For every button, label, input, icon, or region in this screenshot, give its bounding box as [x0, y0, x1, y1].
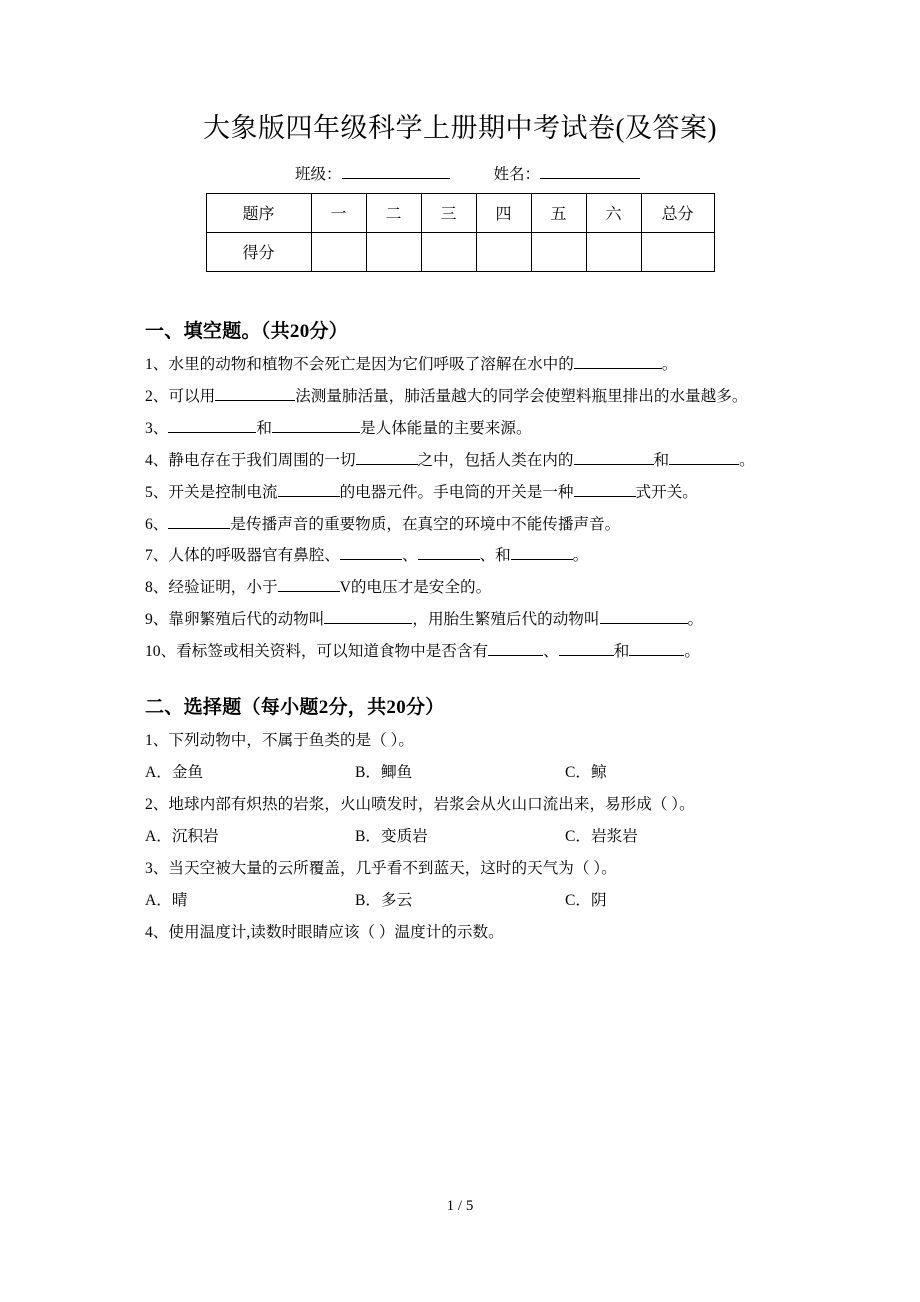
row-header-question-order: 题序: [206, 193, 311, 232]
question-text: 和: [613, 643, 630, 661]
question-2-2: [145, 789, 775, 821]
question-1-7: [145, 540, 775, 572]
score-cell-total[interactable]: [641, 232, 714, 271]
question-text: 水里的动物和植物不会死亡是因为它们呼吸了溶解在水中的: [168, 355, 574, 373]
question-text: 可以用: [168, 387, 216, 405]
page-indicator: 1 / 5: [446, 1198, 474, 1214]
score-cell-4[interactable]: [476, 232, 531, 271]
answer-blank[interactable]: [168, 512, 230, 529]
question-1-9: [145, 604, 775, 636]
question-text: ，用胎生繁殖后代的动物叫: [412, 611, 600, 629]
answer-blank[interactable]: [629, 640, 684, 657]
option-a[interactable]: A．金鱼: [145, 764, 204, 782]
question-number: 1、: [145, 732, 169, 750]
table-row: [206, 193, 714, 232]
answer-blank[interactable]: [356, 448, 418, 465]
question-text: 。: [661, 355, 678, 373]
question-text: 。: [687, 611, 704, 629]
option-c[interactable]: C．阴: [565, 892, 607, 910]
choice-row-2-3: [145, 885, 775, 917]
question-text: 。: [684, 643, 700, 661]
answer-blank[interactable]: [669, 448, 739, 465]
question-1-2: [145, 381, 775, 413]
answer-blank[interactable]: [340, 544, 402, 561]
question-1-6: [145, 509, 775, 541]
class-label: 班级：: [295, 165, 342, 183]
question-text: 使用温度计,读数时眼睛应该（ ）温度计的示数。: [168, 924, 504, 941]
answer-blank[interactable]: [600, 608, 688, 625]
question-text: 和: [256, 419, 273, 437]
question-text: 地球内部有炽热的岩浆，火山喷发时，岩浆会从火山口流出来，易形成（ ）。: [168, 796, 695, 814]
table-row: [206, 232, 714, 271]
answer-blank[interactable]: [168, 416, 256, 433]
question-text: 是传播声音的重要物质，在真空的环境中不能传播声音。: [230, 515, 621, 533]
question-2-4: [145, 917, 775, 949]
question-number: 10、: [145, 643, 177, 661]
question-number: 6、: [145, 515, 169, 533]
score-cell-5[interactable]: [531, 232, 586, 271]
question-text: 看标签或相关资料，可以知道食物中是否含有: [176, 643, 489, 661]
score-cell-2[interactable]: [366, 232, 421, 271]
question-1-10: [145, 636, 775, 668]
question-text: 是人体能量的主要来源。: [360, 419, 532, 437]
question-number: 2、: [145, 796, 169, 814]
question-text: 。: [739, 451, 755, 469]
choice-row-2-2: [145, 821, 775, 853]
question-text: 、: [543, 643, 559, 661]
question-text: 静电存在于我们周围的一切: [168, 451, 356, 469]
question-text: 、: [401, 547, 418, 565]
question-text: 。: [572, 547, 589, 565]
answer-blank[interactable]: [272, 416, 360, 433]
col-header-4: 四: [476, 193, 531, 232]
option-c[interactable]: C．鲸: [565, 764, 607, 782]
question-text: 靠卵繁殖后代的动物叫: [168, 611, 325, 629]
question-1-1: [145, 349, 775, 381]
question-text: 式开关。: [635, 483, 698, 501]
question-text: 当天空被大量的云所覆盖，几乎看不到蓝天，这时的天气为（ ）。: [168, 860, 617, 878]
answer-blank[interactable]: [488, 640, 543, 657]
section-heading-multiple-choice: 二、选择题（每小题2分，共20分）: [145, 697, 445, 719]
score-cell-6[interactable]: [586, 232, 641, 271]
question-2-1: [145, 725, 775, 757]
answer-blank[interactable]: [511, 544, 573, 561]
score-cell-1[interactable]: [311, 232, 366, 271]
question-1-3: [145, 413, 775, 445]
question-text: 经验证明，小于: [168, 579, 278, 597]
section-heading-fill-in-blanks: 一、填空题。（共20分）: [145, 320, 349, 342]
option-b[interactable]: B．变质岩: [355, 828, 428, 846]
class-blank[interactable]: [342, 178, 450, 179]
question-number: 4、: [145, 924, 169, 941]
question-number: 1、: [145, 355, 169, 373]
answer-blank[interactable]: [278, 576, 340, 593]
question-number: 2、: [145, 387, 169, 405]
col-header-1: 一: [311, 193, 366, 232]
answer-blank[interactable]: [574, 352, 662, 369]
col-header-5: 五: [531, 193, 586, 232]
answer-blank[interactable]: [278, 480, 340, 497]
question-text: 开关是控制电流: [168, 483, 278, 501]
col-header-total: 总分: [641, 193, 714, 232]
question-text: 和: [653, 451, 670, 469]
question-number: 9、: [145, 611, 169, 629]
question-2-3: [145, 853, 775, 885]
question-number: 3、: [145, 419, 169, 437]
col-header-2: 二: [366, 193, 421, 232]
name-label: 姓名：: [493, 165, 541, 183]
page-footer: [0, 1198, 920, 1215]
choice-row-2-1: [145, 757, 775, 789]
row-header-score: 得分: [206, 232, 311, 271]
option-b[interactable]: B．多云: [355, 892, 413, 910]
score-table-container: [145, 193, 775, 272]
question-1-8: [145, 572, 775, 604]
question-number: 4、: [145, 451, 169, 469]
answer-blank[interactable]: [574, 448, 654, 465]
identity-line: [145, 162, 775, 184]
question-1-4: [145, 445, 775, 477]
question-number: 7、: [145, 547, 169, 565]
question-number: 3、: [145, 860, 169, 878]
question-text: 的电器元件。手电筒的开关是一种: [339, 483, 574, 501]
option-c[interactable]: C．岩浆岩: [565, 828, 638, 846]
question-text: 、和: [479, 547, 511, 565]
question-text: 下列动物中，不属于鱼类的是（ ）。: [168, 732, 415, 750]
answer-blank[interactable]: [324, 608, 412, 625]
col-header-3: 三: [421, 193, 476, 232]
answer-blank[interactable]: [215, 384, 295, 401]
question-number: 8、: [145, 579, 169, 597]
question-text: 之中，包括人类在内的: [417, 451, 574, 469]
answer-blank[interactable]: [418, 544, 480, 561]
score-table: [206, 193, 715, 272]
answer-blank[interactable]: [574, 480, 636, 497]
option-a[interactable]: A．晴: [145, 892, 188, 910]
name-blank[interactable]: [540, 178, 640, 179]
col-header-6: 六: [586, 193, 641, 232]
question-text: 人体的呼吸器官有鼻腔、: [168, 547, 340, 565]
question-text: 法测量肺活量，肺活量越大的同学会使塑料瓶里排出的水量越多。: [295, 387, 748, 405]
option-a[interactable]: A．沉积岩: [145, 828, 219, 846]
option-b[interactable]: B．鲫鱼: [355, 764, 413, 782]
question-number: 5、: [145, 483, 169, 501]
question-text: V的电压才是安全的。: [339, 579, 492, 597]
answer-blank[interactable]: [559, 640, 614, 657]
page-title: 大象版四年级科学上册期中考试卷(及答案): [203, 113, 717, 143]
question-1-5: [145, 477, 775, 509]
score-cell-3[interactable]: [421, 232, 476, 271]
